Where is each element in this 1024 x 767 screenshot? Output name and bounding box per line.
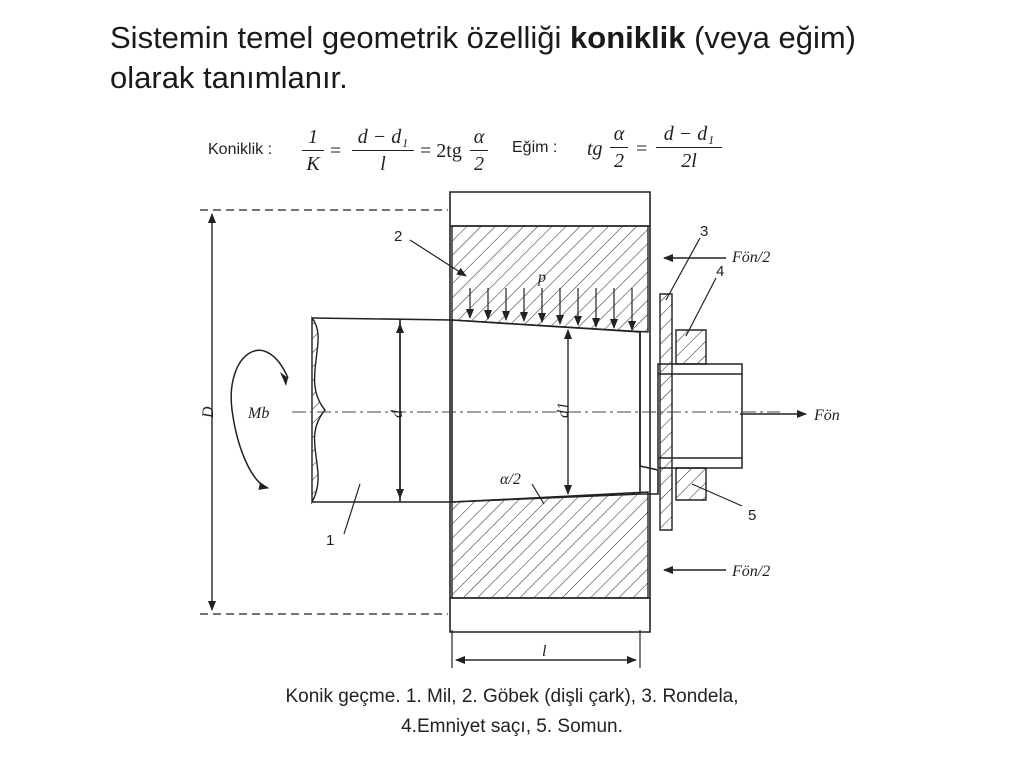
egim-numerator: d − d₁ — [663, 123, 715, 145]
part-label-5: 5 — [748, 507, 757, 524]
diameter-d1-label: d1 — [555, 402, 572, 418]
egim-alpha-den: 2 — [614, 150, 624, 172]
hub-upper-section — [452, 226, 648, 332]
part-label-2: 2 — [394, 228, 403, 245]
caption-line1: Konik geçme. 1. Mil, 2. Göbek (dişli çark), 3. Rondela, — [285, 686, 739, 707]
dd-numerator: d − d₁ — [357, 126, 409, 148]
diameter-d-label: d — [389, 410, 406, 418]
k-numerator: 1 — [308, 126, 318, 148]
leader-4 — [686, 278, 716, 336]
caption-line2: 4.Emniyet saçı, 5. Somun. — [401, 716, 623, 737]
egim-denominator: 2l — [681, 150, 697, 172]
moment-label: Mb — [248, 405, 270, 422]
half-force-label-bottom: Fön/2 — [732, 563, 771, 580]
k-denominator: K — [306, 153, 320, 175]
leader-3 — [666, 238, 700, 300]
axial-force-label: Fön — [814, 407, 840, 424]
equals-3: = — [636, 138, 648, 160]
alpha-denominator: 2 — [474, 153, 484, 175]
part-label-4: 4 — [716, 263, 725, 280]
shaft-break-section — [312, 318, 325, 502]
diameter-D-label: D — [200, 406, 217, 418]
tg-symbol: tg — [587, 138, 603, 160]
nut — [676, 330, 706, 500]
title-bold-term: koniklik — [570, 20, 686, 55]
koniklik-label: Koniklik : — [208, 141, 273, 158]
leader-1 — [344, 484, 360, 534]
length-label: l — [542, 643, 547, 660]
hub-lower-section — [452, 492, 648, 598]
equals-2tg: = 2tg — [420, 140, 462, 162]
equals-1: = — [330, 140, 342, 162]
egim-label: Eğim : — [512, 139, 558, 156]
title-suffix: (veya eğim) — [685, 20, 856, 55]
pressure-label: p — [538, 269, 546, 286]
dd-denominator: l — [380, 153, 386, 175]
half-force-label-top: Fön/2 — [732, 249, 771, 266]
part-label-3: 3 — [700, 223, 709, 240]
half-angle-label: α/2 — [500, 471, 521, 488]
alpha-numerator: α — [473, 126, 485, 148]
title-line2: olarak tanımlanır. — [110, 60, 348, 95]
title-prefix: Sistemin temel geometrik özelliği — [110, 20, 571, 55]
shaft — [312, 318, 658, 502]
egim-alpha-num: α — [613, 123, 625, 145]
part-label-1: 1 — [326, 532, 335, 549]
